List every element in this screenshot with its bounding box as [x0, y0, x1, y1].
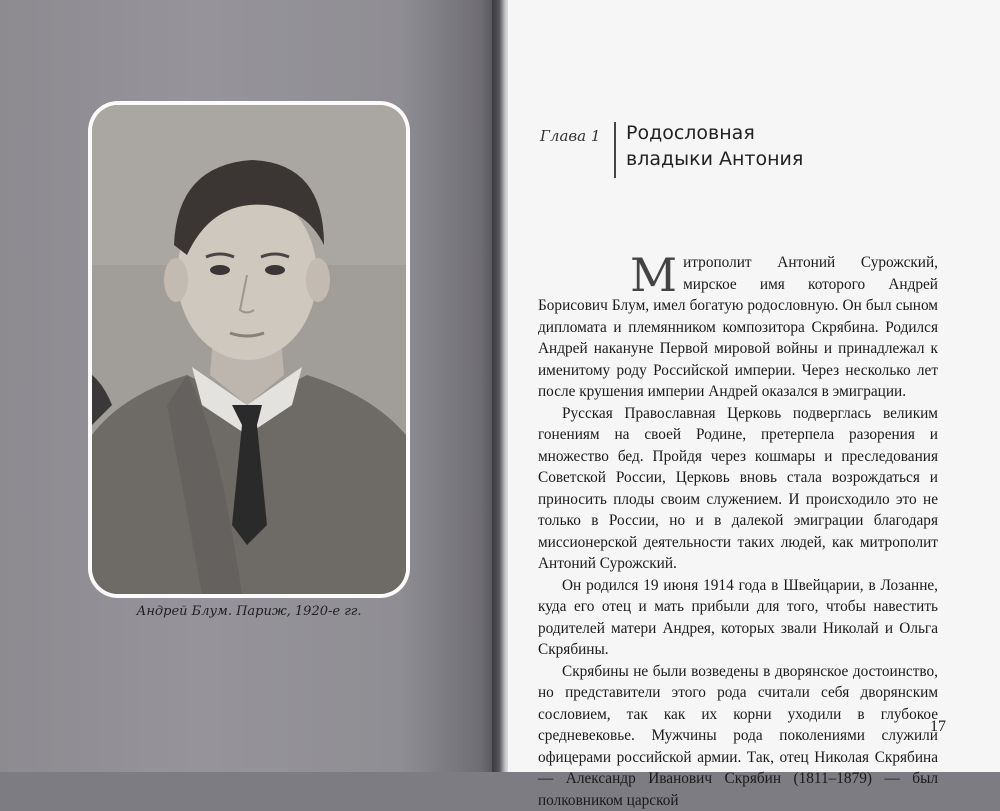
boy-portrait-photo-icon	[92, 105, 406, 594]
chapter-title	[626, 120, 926, 172]
page-number: 17	[930, 718, 946, 736]
photo-frame	[88, 101, 410, 598]
paragraph-1-text: итрополит Антоний Сурожский, мирское имя которого Андрей Борисович Блум, имел богатую родословную. Он был сыном дипломата и племянником композитора Скрябина. Родился Андрей накануне Первой мировой войны и принадлежал к именитому роду Российской империи. Через несколько лет после крушения империи Андрей оказался в эмиграции.	[538, 254, 938, 400]
chapter-label: Глава 1	[540, 127, 600, 145]
chapter-title-line2: владыки Антония	[626, 146, 926, 172]
paragraph-3: Он родился 19 июня 1914 года в Швейцарии, в Лозанне, куда его отец и мать прибыли для того, чтобы навестить родителей матери Андрея, которых звали Николай и Ольга Скрябины.	[538, 575, 938, 661]
chapter-body	[538, 252, 938, 811]
paragraph-4: Скрябины не были возведены в дворянское достоинство, но представители этого рода считали себя дворянским сословием, так как их корни уходили в глубокое средневековье. Мужчины рода поколениями служили офицерами российской армии. Так, отец Николая Скрябина — Александр Иванович Скрябин (1811–1879) — был полковником царской	[538, 661, 938, 811]
paragraph-1	[538, 252, 938, 403]
drop-cap: М	[630, 256, 677, 294]
paragraph-2: Русская Православная Церковь подверглась великим гонениям на своей Родине, претерпела разорения и множество бед. Пройдя через кошмары и преследования Советской России, Церковь вновь стала возрождаться и приносить плоды своим служением. И происходило это не только в России, но и в далекой эмиграции благодаря миссионерской деятельности таких людей, как митрополит Антоний Сурожский.	[538, 403, 938, 575]
photo-caption: Андрей Блум. Париж, 1920-е гг.	[88, 604, 410, 619]
chapter-title-line1: Родословная	[626, 120, 926, 146]
chapter-divider	[614, 122, 616, 178]
left-page	[0, 0, 500, 772]
portrait-illustration	[92, 105, 406, 594]
